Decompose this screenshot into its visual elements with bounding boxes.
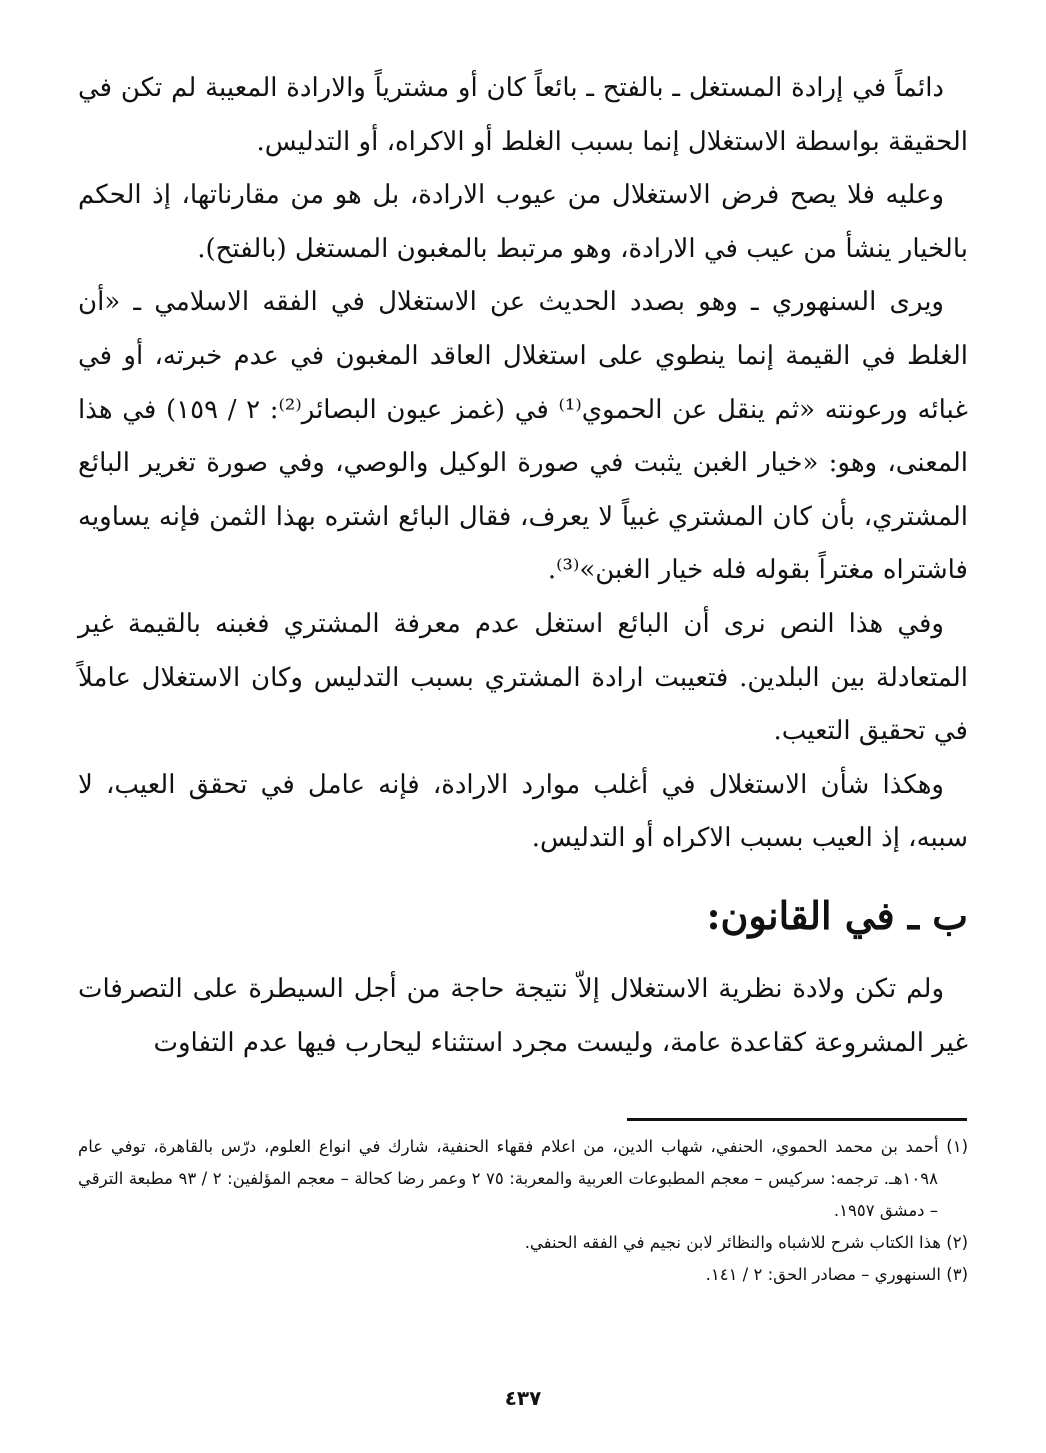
paragraph-1: دائماً في إرادة المستغل ـ بالفتح ـ بائعاً كان أو مشترياً والارادة المعيبة لم تكن في الحقيقة بواسطة الاستغلال إنما بسبب الغلط أو الاكراه، أو التدليس. — [78, 73, 968, 157]
section-heading: ب ـ في القانون: — [706, 893, 968, 938]
footnote-1: (١) أحمد بن محمد الحموي، الحنفي، شهاب الدين، من اعلام فقهاء الحنفية، شارك في انواع العلوم، درّس بالقاهرة، توفي عام ١٠٩٨هـ. ترجمه: سركيس – معجم المطبوعات العربية والمعربة: ٧٥ ٢ وعمر رضا كحالة – معجم المؤلفين: ٢ / ٩٣ مطبعة الترقي – دمشق ١٩٥٧. — [78, 1137, 968, 1220]
paragraph-4: وفي هذا النص نرى أن البائع استغل عدم معرفة المشتري فغبنه بالقيمة غير المتعادلة بين البلدين. فتعيبت ارادة المشتري بسبب التدليس وكان الاستغلال عاملاً في تحقيق التعيب. — [78, 608, 968, 747]
main-text — [78, 62, 968, 866]
footnote-3: (٣) السنهوري – مصادر الحق: ٢ / ١٤١. — [705, 1265, 968, 1284]
section-text — [78, 962, 968, 1070]
footnote-2: (٢) هذا الكتاب شرح للاشباه والنظائر لابن نجيم في الفقه الحنفي. — [524, 1233, 968, 1252]
paragraph-5: وهكذا شأن الاستغلال في أغلب موارد الارادة، فإنه عامل في تحقق العيب، لا سببه، إذ العيب بسبب الاكراه أو التدليس. — [78, 769, 968, 854]
paragraph-3: ويرى السنهوري ـ وهو بصدد الحديث عن الاستغلال في الفقه الاسلامي ـ «أن الغلط في القيمة إنما ينطوي على استغلال العاقد المغبون في عدم خبرته، أو في غبائه ورعونته «ثم ينقل عن الحموي⁽¹⁾ في (غمز عيون البصائر⁽²⁾: ٢ / ١٥٩) في هذا المعنى، وهو: «خيار الغبن يثبت في صورة الوكيل والوصي، وفي صورة تغرير البائع المشتري، بأن كان المشتري غبياً لا يعرف، فقال البائع اشتره بهذا الثمن فإنه يساويه فاشتراه مغتراً بقوله فله خيار الغبن»⁽³⁾. — [78, 287, 969, 586]
footnotes — [78, 1131, 968, 1291]
section-paragraph: ولم تكن ولادة نظرية الاستغلال إلاّ نتيجة حاجة من أجل السيطرة على التصرفات غير المشروعة كقاعدة عامة، وليست مجرد استثناء ليحارب فيها عدم التفاوت — [78, 974, 968, 1058]
footnote-divider — [627, 1118, 967, 1121]
page-number: ٤٣٧ — [504, 1386, 542, 1410]
paragraph-2: وعليه فلا يصح فرض الاستغلال من عيوب الارادة، بل هو من مقارناتها، إذ الحكم بالخيار ينشأ من عيب في الارادة، وهو مرتبط بالمغبون المستغل (بالفتح). — [78, 180, 968, 264]
